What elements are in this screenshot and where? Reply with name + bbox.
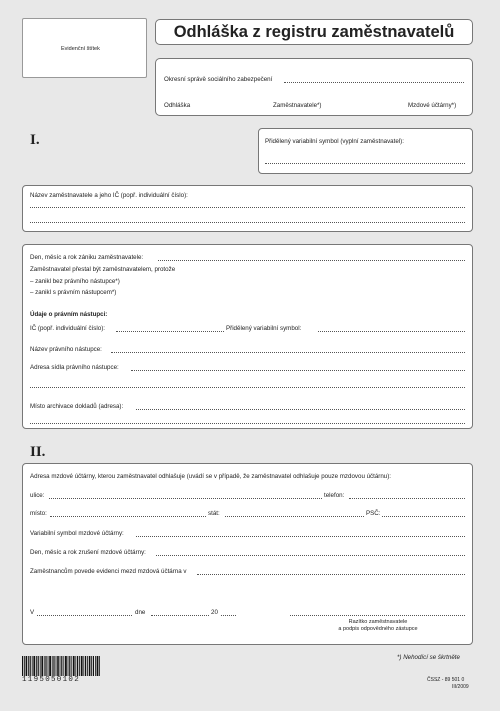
archive-address-field-1[interactable] [136,409,465,410]
archive-address-label: Místo archivace dokladů (adresa): [30,403,124,410]
employer-name-field-1[interactable] [30,207,465,208]
records-label: Zaměstnancům povede evidenci mezd mzdová účtárna v [30,568,187,575]
place-field[interactable] [50,516,206,517]
signature-line[interactable] [290,615,465,616]
stamp-label: Evidenční štítek [61,46,100,52]
variable-symbol-field[interactable] [265,163,465,164]
footnote: *) Nehodící se škrtněte [397,654,460,661]
street-label: ulice: [30,492,45,499]
payroll-variable-symbol-field[interactable] [136,536,465,537]
successor-name-label: Název právního nástupce: [30,346,102,353]
payroll-office-box [22,463,473,645]
payroll-address-label: Adresa mzdové účtárny, kterou zaměstnavatel odhlašuje (uvádí se v případě, že zaměstnavatel odhlašuje pouze mzdovou účtárnu): [30,473,392,480]
zip-label: PSČ: [366,510,381,517]
records-field[interactable] [197,574,465,575]
barcode [22,656,102,684]
successor-name-field[interactable] [111,352,465,353]
date-label: dne [135,609,146,616]
state-field[interactable] [225,516,364,517]
section-2-heading: II. [30,444,46,460]
cancel-date-field[interactable] [156,555,465,556]
form-code: ČSSZ - 89 501 0 [427,677,465,683]
successor-heading: Údaje o právním nástupci: [30,311,108,318]
phone-label: telefon: [324,492,345,499]
successor-ic-field[interactable] [116,331,224,332]
termination-date-label: Den, měsíc a rok zániku zaměstnavatele: [30,254,144,261]
header-box [155,58,473,116]
archive-address-field-2[interactable] [30,423,465,424]
zip-field[interactable] [382,516,465,517]
barcode-number: 1195050102 [22,676,81,684]
section-1-heading: I. [30,132,40,148]
payroll-variable-symbol-label: Variabilní symbol mzdové účtárny: [30,530,124,537]
reason-with-successor[interactable]: – zanikl s právním nástupcem*) [30,289,117,296]
office-field[interactable] [284,82,464,83]
cancel-date-label: Den, měsíc a rok zrušení mzdové účtárny: [30,549,146,556]
successor-variable-symbol-field[interactable] [318,331,465,332]
successor-address-field-2[interactable] [30,387,465,388]
year-field[interactable] [221,615,236,616]
phone-field[interactable] [349,498,465,499]
successor-variable-symbol-label: Přidělený variabilní symbol: [226,325,302,332]
termination-date-field[interactable] [158,260,465,261]
in-label: V [30,609,35,616]
registration-stamp-box [22,18,147,78]
successor-address-field-1[interactable] [131,370,465,371]
variable-symbol-box [258,128,473,174]
employer-name-field-2[interactable] [30,222,465,223]
option-zamestnavatele[interactable]: Zaměstnavatele*) [273,102,322,109]
reason-without-successor[interactable]: – zanikl bez právního nástupce*) [30,278,120,285]
date-field[interactable] [151,615,209,616]
employer-name-box [22,185,473,232]
title-box [155,19,473,45]
signature-label-1: Razítko zaměstnavatele [348,619,408,625]
office-label: Okresní správě sociálního zabezpečení [164,76,273,83]
termination-box [22,244,473,429]
street-field[interactable] [49,498,322,499]
page-title: Odhláška z registru zaměstnavatelů [173,23,455,41]
successor-ic-label: IČ (popř. individuální číslo): [30,325,105,332]
state-label: stát: [208,510,220,517]
variable-symbol-label: Přidělený variabilní symbol (vyplní zaměstnavatel): [265,138,404,145]
signature-label-2: a podpis odpovědného zástupce [338,626,418,632]
place-label: místo: [30,510,47,517]
form-date: III/2009 [452,684,469,690]
successor-address-label: Adresa sídla právního nástupce: [30,364,119,371]
option-mzdove-uctarny[interactable]: Mzdové účtárny*) [408,102,457,109]
employer-name-label: Název zaměstnavatele a jeho IČ (popř. individuální číslo): [30,192,188,199]
year-label: 20 [211,609,218,616]
in-field[interactable] [37,615,132,616]
termination-reason-label: Zaměstnavatel přestal být zaměstnavatelem, protože [30,266,176,273]
option-odhlaska[interactable]: Odhláška [164,102,191,109]
